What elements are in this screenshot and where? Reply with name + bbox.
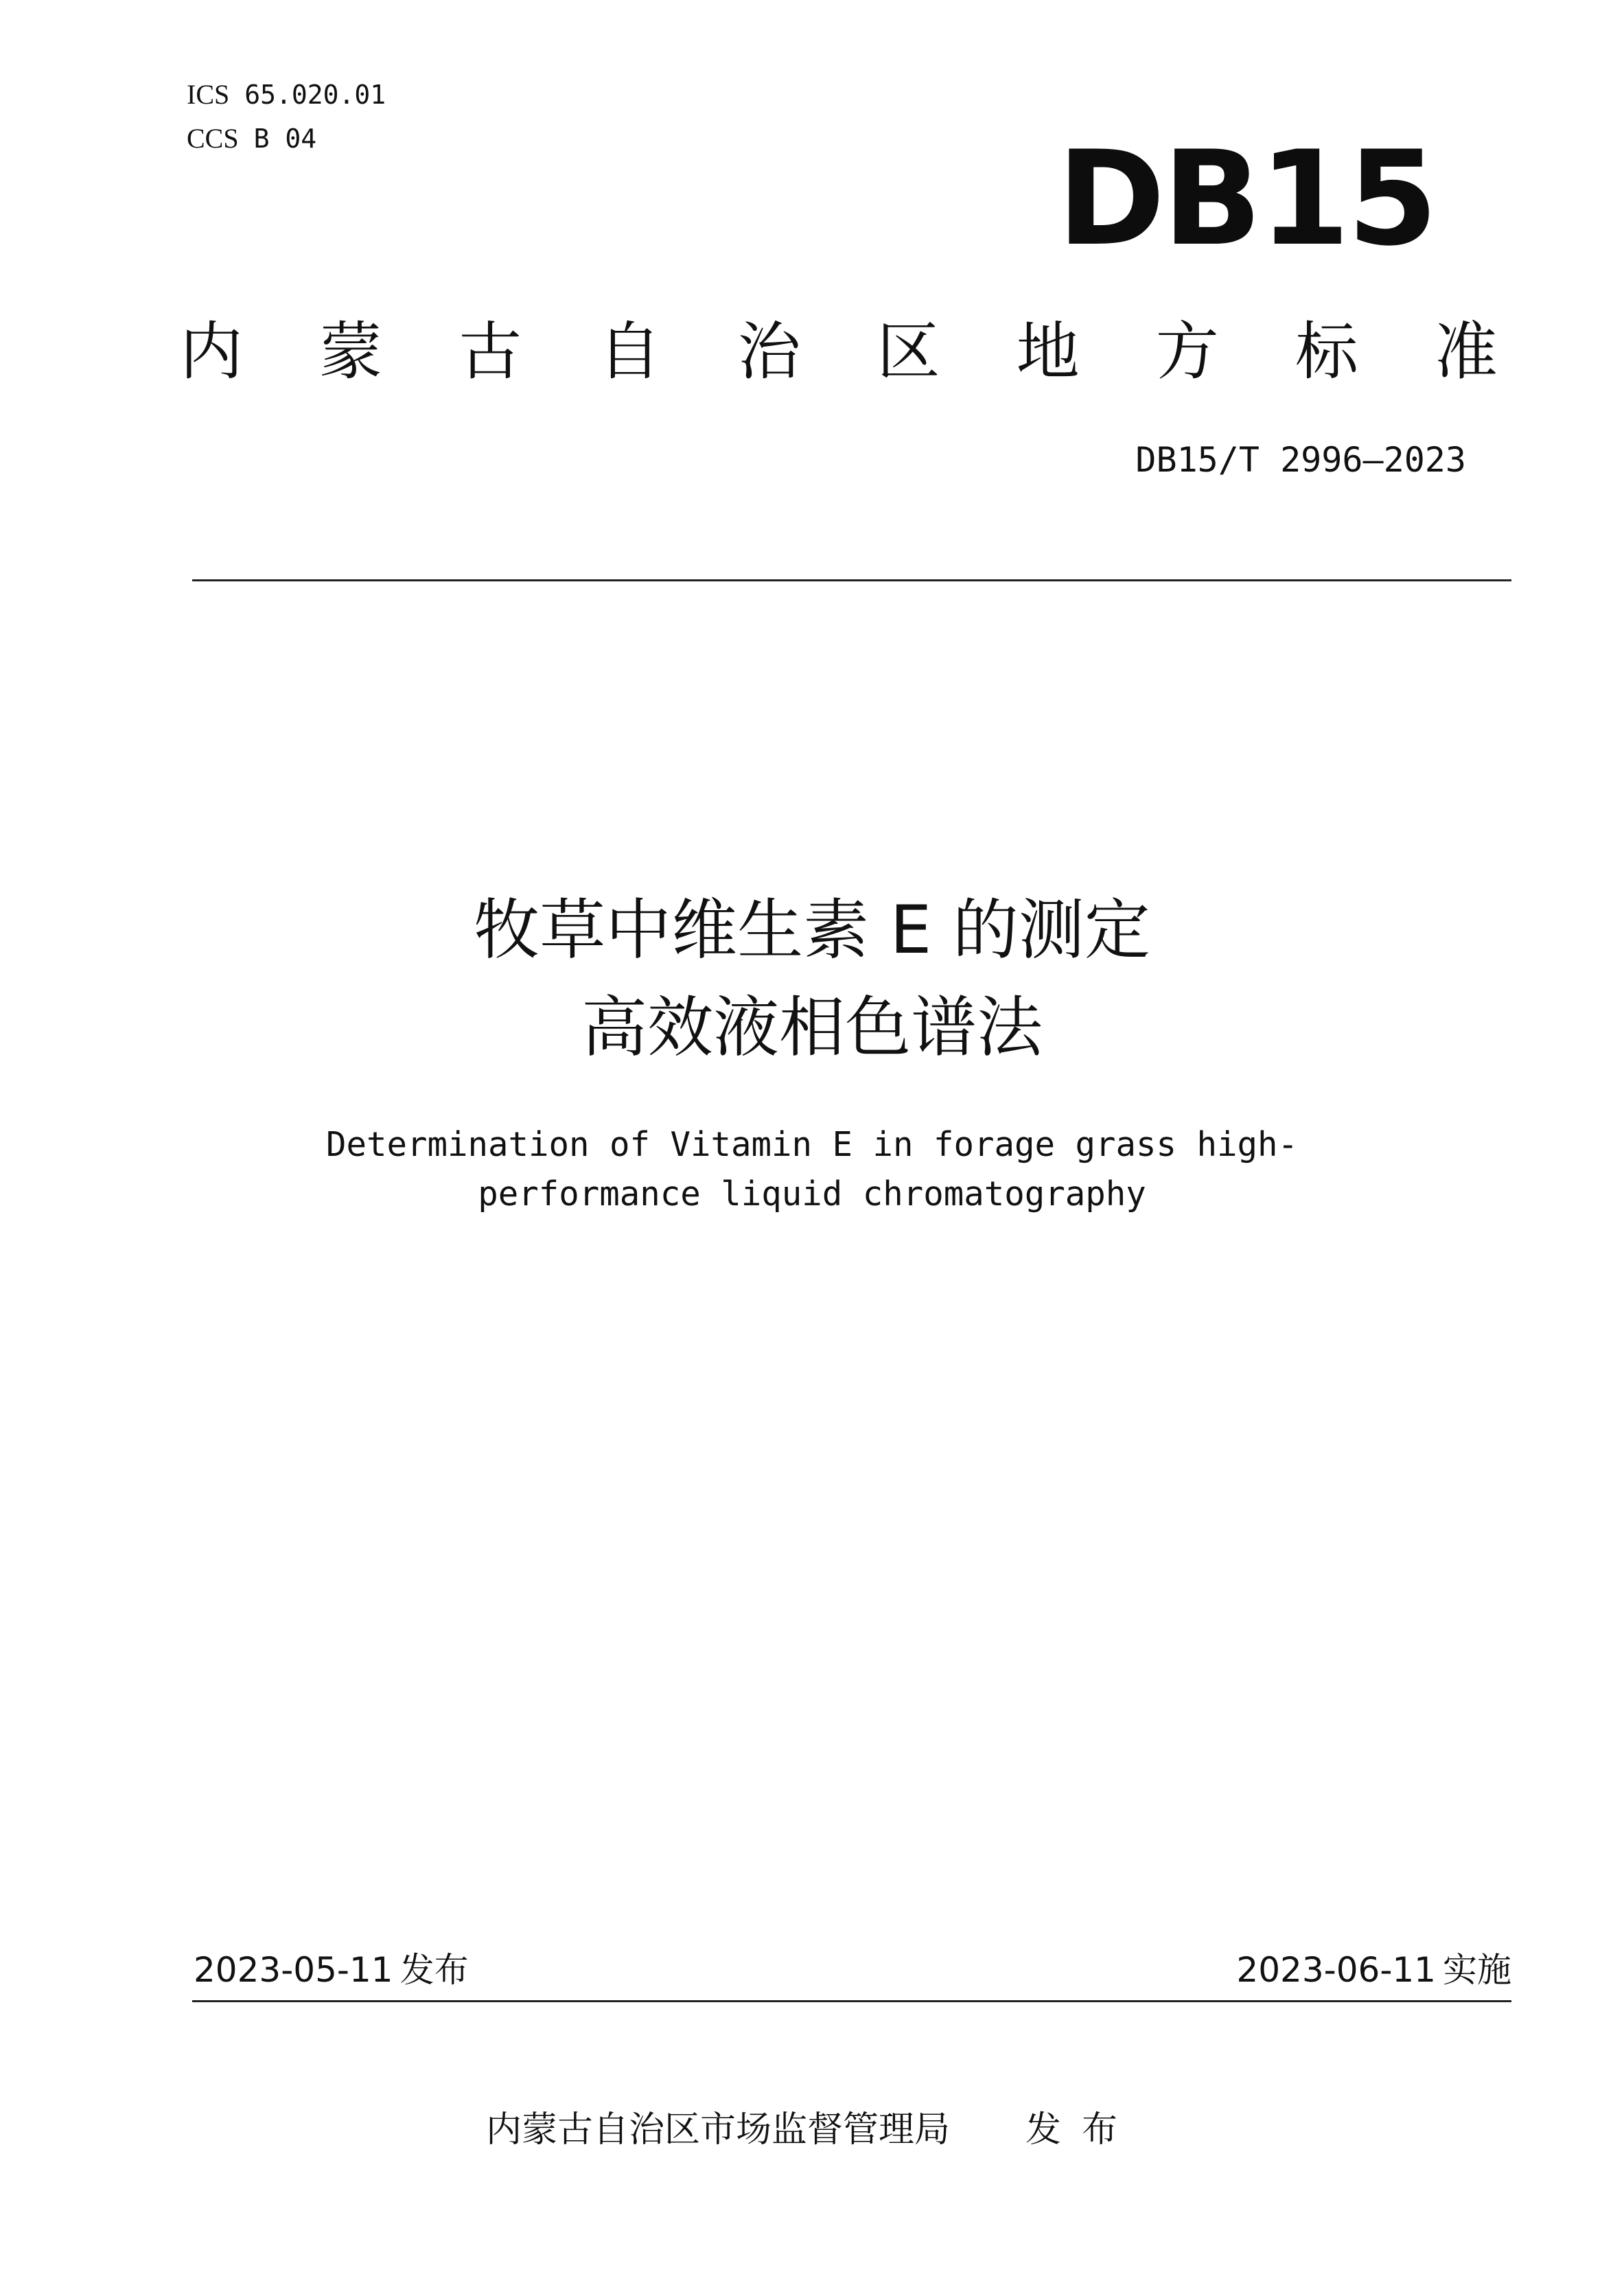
title-zh-line1: 牧草中维生素 E 的测定 bbox=[474, 892, 1150, 969]
title-en-line1: Determination of Vitamin E in forage grass high- bbox=[325, 1125, 1299, 1164]
authority-char: 自 bbox=[598, 315, 662, 389]
authority-char: 准 bbox=[1434, 315, 1498, 389]
standard-number: DB15/T 2996—2023 bbox=[1135, 440, 1466, 480]
authority-char: 标 bbox=[1295, 315, 1358, 389]
authority-char: 内 bbox=[180, 315, 244, 389]
footer-divider bbox=[192, 2000, 1511, 2002]
ics-line bbox=[187, 78, 386, 111]
title-en-line2: performance liquid chromatography bbox=[478, 1174, 1146, 1214]
authority-char: 蒙 bbox=[319, 315, 383, 389]
issue-date-value: 2023-05-11 bbox=[194, 1950, 393, 1990]
ics-code: 65.020.01 bbox=[244, 80, 386, 110]
authority-char: 治 bbox=[737, 315, 801, 389]
issue-date-label: 发布 bbox=[399, 1950, 469, 1990]
header-divider bbox=[192, 579, 1511, 581]
ccs-code: B 04 bbox=[253, 124, 317, 154]
ics-label: ICS bbox=[187, 79, 230, 110]
issuer-line bbox=[0, 2107, 1624, 2153]
issue-date bbox=[194, 1948, 469, 1992]
authority-char: 地 bbox=[1016, 315, 1080, 389]
ccs-label: CCS bbox=[187, 123, 239, 154]
db-standard-mark: DB15 bbox=[1057, 123, 1435, 275]
authority-heading bbox=[180, 314, 1498, 390]
authority-char: 方 bbox=[1155, 315, 1219, 389]
issuer-name: 内蒙古自治区市场监督管理局 bbox=[485, 2109, 950, 2150]
issuer-action: 发布 bbox=[1025, 2109, 1139, 2150]
authority-char: 区 bbox=[877, 315, 940, 389]
ccs-line bbox=[187, 122, 316, 155]
authority-char: 古 bbox=[459, 315, 522, 389]
title-zh-line2: 高效液相色谱法 bbox=[581, 989, 1043, 1066]
implement-date bbox=[1236, 1948, 1511, 1992]
implement-date-value: 2023-06-11 bbox=[1236, 1950, 1436, 1990]
implement-date-label: 实施 bbox=[1443, 1950, 1511, 1990]
